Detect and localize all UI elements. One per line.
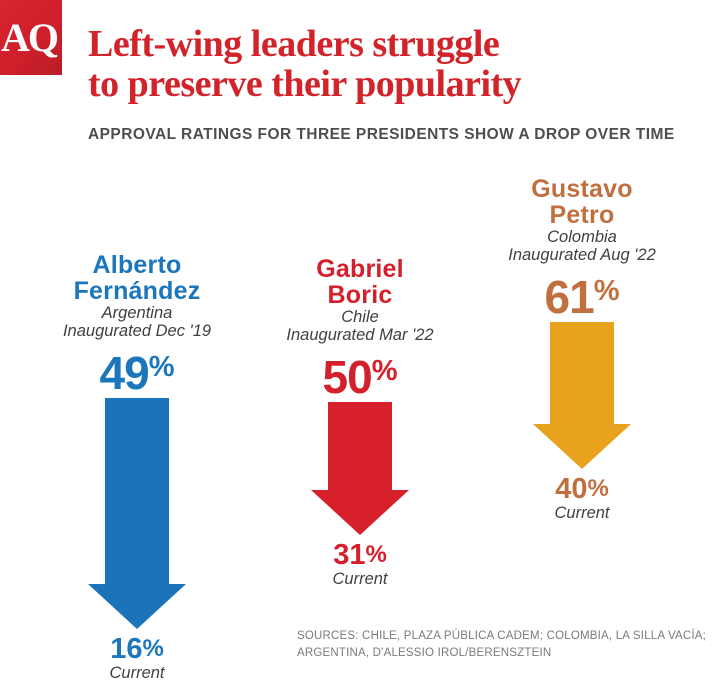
country-label: Argentina — [101, 304, 173, 322]
president-name — [250, 256, 470, 308]
inauguration-date-label: Inaugurated Dec '19 — [62, 322, 212, 340]
inauguration-approval-value — [27, 344, 247, 399]
inauguration-date-label: Inaugurated Mar '22 — [286, 326, 434, 344]
aq-logo-text: AQ — [1, 15, 57, 60]
president-name-line2: Boric — [327, 281, 393, 309]
drop-arrow — [250, 402, 470, 535]
percent-sign: % — [365, 541, 387, 568]
arrow-shaft — [550, 322, 614, 424]
page-title-line2: to preserve their popularity — [88, 63, 522, 105]
inauguration-approval-value — [472, 268, 692, 323]
approval-number: 40 — [555, 473, 588, 505]
president-name-line2: Petro — [549, 201, 615, 229]
approval-number: 16 — [110, 633, 143, 665]
sources-line: SOURCES: CHILE, PLAZA PÚBLICA CADEM; COLOMBIA, LA SILLA VACÍA; — [297, 630, 707, 642]
inauguration-date-label: Inaugurated Aug '22 — [508, 246, 656, 264]
president-column-fernandez — [27, 252, 247, 682]
president-name-line1: Gustavo — [531, 175, 633, 203]
arrow-shaft — [105, 398, 169, 584]
percent-sign: % — [593, 275, 620, 307]
chart-subtitle: APPROVAL RATINGS FOR THREE PRESIDENTS SHOW A DROP OVER TIME — [88, 126, 675, 143]
current-approval-value — [27, 634, 247, 664]
current-label: Current — [332, 570, 388, 588]
current-approval-value — [472, 474, 692, 504]
percent-sign: % — [142, 635, 164, 662]
president-name-line2: Fernández — [73, 277, 201, 305]
percent-sign: % — [371, 355, 398, 387]
president-name-line1: Alberto — [92, 251, 182, 279]
arrow-head-icon — [311, 490, 409, 535]
president-column-boric — [250, 256, 470, 588]
current-approval-value — [250, 540, 470, 570]
president-name — [27, 252, 247, 304]
president-column-petro — [472, 176, 692, 522]
current-label: Current — [554, 504, 610, 522]
arrow-head-icon — [533, 424, 631, 469]
percent-sign: % — [587, 475, 609, 502]
page-title-line1: Left-wing leaders struggle — [88, 23, 500, 65]
approval-number: 49 — [99, 347, 149, 399]
arrow-head-icon — [88, 584, 186, 629]
president-name-line1: Gabriel — [316, 255, 404, 283]
drop-arrow — [472, 322, 692, 469]
country-label: Colombia — [547, 228, 617, 246]
country-label: Chile — [341, 308, 379, 326]
approval-number: 31 — [333, 539, 366, 571]
president-name — [472, 176, 692, 228]
inauguration-approval-value — [250, 348, 470, 403]
current-label: Current — [109, 664, 165, 682]
page-title — [88, 24, 521, 104]
approval-number: 50 — [322, 351, 372, 403]
approval-number: 61 — [544, 271, 594, 323]
sources-line: ARGENTINA, D'ALESSIO IROL/BERENSZTEIN — [297, 647, 552, 659]
arrow-shaft — [328, 402, 392, 490]
percent-sign: % — [148, 351, 175, 383]
aq-logo — [0, 0, 62, 75]
sources-note — [297, 628, 717, 662]
drop-arrow — [27, 398, 247, 629]
